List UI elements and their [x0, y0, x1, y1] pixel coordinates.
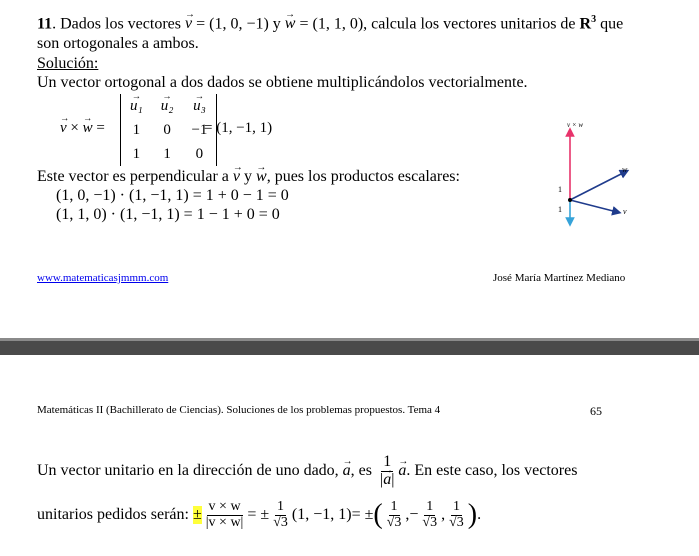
- page-separator: [0, 341, 699, 355]
- vector-a: → a: [398, 462, 406, 480]
- cross-result: = (1, −1, 1): [204, 120, 273, 136]
- label-v: v: [623, 207, 627, 216]
- vector-v: → v: [233, 168, 240, 186]
- intro-line: Un vector ortogonal a dos dados se obtiene multiplicándolos vectorialmente.: [37, 74, 528, 91]
- label-vxw: v × w: [567, 121, 583, 129]
- fraction-numerator: 1: [277, 499, 285, 514]
- fraction-denominator: √3: [273, 514, 288, 530]
- page-number: 65: [590, 404, 602, 418]
- sqrt-fraction: [271, 500, 290, 530]
- close-paren: ): [467, 499, 478, 531]
- fraction-numerator: 1: [452, 499, 460, 514]
- matrix-cell: 1: [132, 145, 141, 162]
- open-paren: (: [373, 499, 383, 531]
- determinant-matrix: [120, 94, 217, 166]
- matrix-cell: 1: [132, 121, 141, 138]
- label-w: w: [622, 165, 628, 174]
- fraction-numerator: v × w: [208, 499, 241, 514]
- problem-statement: [37, 14, 623, 33]
- footer-author: José María Martínez Mediano: [493, 272, 626, 284]
- fraction-denominator: |→ a|: [378, 472, 396, 489]
- w-definition: = (1, 1, 0), calcula los vectores unitarios de: [299, 15, 576, 33]
- v-definition: = (1, 0, −1) y: [196, 15, 281, 33]
- label-1b: 1: [558, 205, 562, 214]
- fraction-denominator: √3: [386, 514, 402, 530]
- matrix-cell: → u₃: [193, 98, 206, 115]
- perp-and: y: [244, 168, 253, 185]
- equals-sign: =: [96, 120, 105, 136]
- unit-vector-line: [37, 454, 577, 489]
- vector-a: → a: [343, 462, 351, 480]
- perp-text: Este vector es perpendicular a: [37, 168, 229, 185]
- component-2: [420, 500, 439, 530]
- origin-point: [568, 198, 572, 202]
- unit-text-end: . En este caso, los vectores: [406, 462, 578, 480]
- website-link[interactable]: www.matematicasjmmm.com: [37, 272, 169, 284]
- problem-text: . Dados los vectores: [52, 15, 181, 33]
- vector-result: (1, −1, 1): [291, 506, 352, 524]
- fraction-numerator: 1: [390, 499, 398, 514]
- unit-fraction: [378, 454, 396, 489]
- matrix-cell: → u₂: [161, 98, 174, 115]
- component-1: [385, 500, 404, 530]
- page-header: Matemáticas II (Bachillerato de Ciencias). Soluciones de los problemas propuestos. Tema 4: [37, 404, 441, 416]
- matrix-cell: 0: [195, 145, 204, 162]
- minus-sign: −: [409, 506, 419, 524]
- r3-exponent: 3: [591, 14, 597, 25]
- matrix-cell: 0: [163, 121, 171, 138]
- unit-text: Un vector unitario en la dirección de uno dado,: [37, 462, 339, 480]
- equals-pm: = ±: [247, 506, 270, 524]
- v-arrow: [570, 200, 617, 212]
- fraction-numerator: 1: [383, 453, 392, 470]
- unit-es: , es: [350, 462, 372, 480]
- fraction-denominator: √3: [422, 514, 438, 530]
- problem-line-2: son ortogonales a ambos.: [37, 35, 199, 52]
- vector-w: → w: [256, 168, 267, 186]
- times-symbol: ×: [70, 120, 79, 136]
- plus-minus-highlight: ±: [192, 506, 202, 524]
- problem-text-end: que: [600, 15, 624, 33]
- w-arrow: [570, 172, 625, 200]
- dot-product-2: (1, 1, 0) · (1, −1, 1) = 1 − 1 + 0 = 0: [56, 206, 280, 223]
- matrix-cell: 1: [163, 145, 171, 162]
- result-line: unitarios pedidos serán: ± $\frac{v \times w}{|v \times w|}$ = ± $\frac{1}{√3}$ (1, −1, 1) = ± ( $\frac{1}{√3}$ , − $\frac{1}{√3}$ , $\frac{1}{√3}$ ) .: [37, 499, 482, 531]
- fraction-denominator: |v × w|: [205, 514, 244, 530]
- component-3: [447, 500, 466, 530]
- cross-product-lhs: [60, 120, 105, 137]
- vector-w: → w: [285, 15, 296, 33]
- label-1a: 1: [558, 185, 562, 194]
- fraction-numerator: 1: [426, 499, 434, 514]
- period: .: [477, 506, 482, 524]
- result-text: unitarios pedidos serán:: [37, 506, 189, 524]
- vector-v: → v: [185, 15, 192, 33]
- vector-diagram: [545, 112, 645, 232]
- matrix-cell: → u₁: [130, 98, 143, 115]
- perp-text-end: , pues los productos escalares:: [266, 168, 460, 185]
- footer-link[interactable]: [37, 272, 168, 284]
- vector-w: → w: [83, 120, 93, 137]
- equals-pm-2: = ±: [351, 506, 374, 524]
- vector-v: → v: [60, 120, 67, 137]
- unit-vector-fraction: [204, 500, 246, 530]
- fraction-denominator: √3: [449, 514, 464, 530]
- r3-symbol: R: [579, 15, 592, 33]
- dot-product-1: (1, 0, −1) · (1, −1, 1) = 1 + 0 − 1 = 0: [56, 187, 289, 204]
- matrix-cell: −1: [191, 121, 208, 138]
- problem-number: 11: [37, 15, 53, 33]
- perpendicular-line: [37, 168, 460, 186]
- solution-label: Solución:: [37, 55, 99, 72]
